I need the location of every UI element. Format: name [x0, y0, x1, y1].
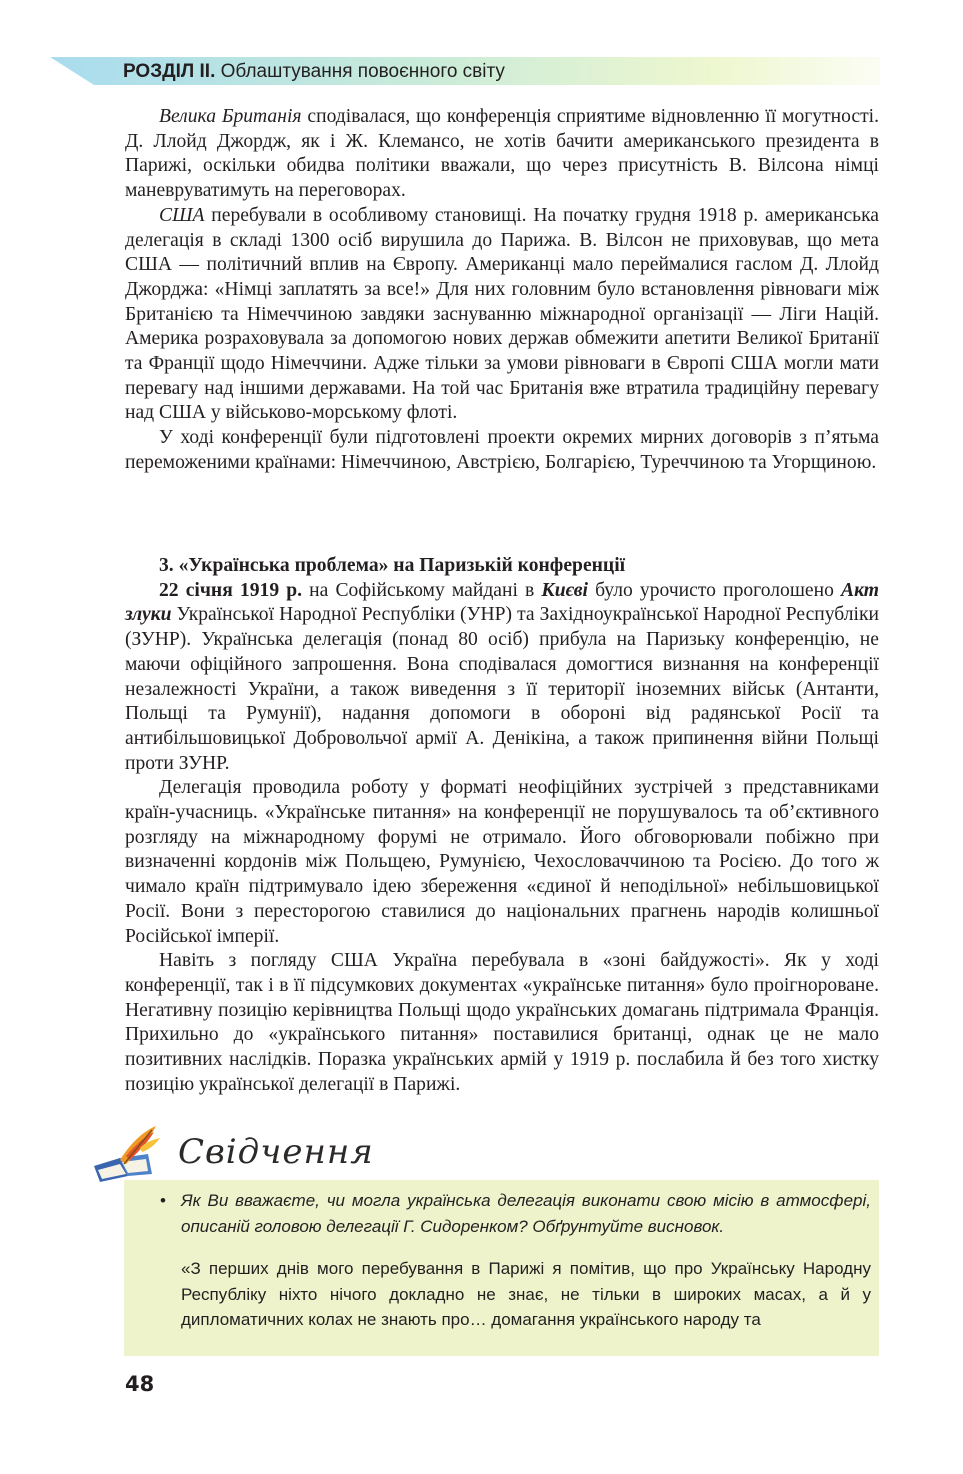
britain-text: сподівалася, що конференція сприятиме відновленню її могутності. Д. Ллойд Джордж, як і Ж. Клемансо, не хотів бачити американського президента в Парижі, оскільки обидва політики вважали, що через присутність В. Вілсона німці маневруватимуть на переговорах. — [125, 106, 880, 202]
paragraph-usa — [125, 204, 879, 426]
evidence-quote: «З перших днів мого перебування в Парижі я помітив, що про Українську Народну Республіку ніхто нічого докладно не знає, не тільки в широких масах, а й у дипломатичних колах не знають про… домагання українського народу та — [181, 1259, 871, 1329]
usa-term: США — [159, 204, 205, 226]
paragraph-treaties: У ході конференції були підготовлені проекти окремих мирних договорів з п’ятьма переможеними країнами: Німеччиною, Австрією, Болгарією, Туреччиною та Угорщиною. — [125, 427, 879, 473]
evidence-box — [124, 1180, 879, 1356]
usa-text: перебували в особливому становищі. На початку грудня 1918 р. американська делегація в складі 1300 осіб вирушила до Парижа. В. Вілсон не приховував, що мета США — політичний вплив на Європу. Американці мало переймалися гаслом Д. Ллойд Джорджа: «Німці заплатять за все!» Для них головним було встановлення рівноваги між Британією та Німеччиною завдяки заснуванню міжнародної організації — Ліги Націй. Америка розраховувала за допомогою нових держав обмежити апетити Великої Британії та Франції щодо Німеччини. Адже тільки за умови рівноваги в Європі США могли мати перевагу над іншими державами. На той час Британія вже втратила традиційну перевагу над США у військово-морському флоті. — [125, 204, 879, 424]
section-3 — [125, 554, 879, 1097]
britain-term: Велика Британія — [159, 106, 302, 127]
section-label: РОЗДІЛ ІІ. — [123, 61, 216, 82]
kyiv-term: Києві — [541, 579, 588, 601]
evidence-heading: Свідчення — [178, 1132, 374, 1172]
text-span: на Софійському майдані в — [302, 579, 542, 601]
section-heading: 3. «Українська проблема» на Паризькій конференції — [159, 555, 626, 576]
text-span: Української Народної Республіки (УНР) та Західноукраїнської Народної Республіки (ЗУНР). Українська делегація (понад 80 осіб) прибула на Паризьку конференцію, не маючи офіційного запрошення. Вона сподівалася домогтися визнання на конференції незалежності України, а також виведення з її території іноземних військ (Антанти, Польщі та Румунії), надання допомоги в обороні від радянської Росії та антибільшовицької Добровольчої армії А. Денікіна, а також припинення війни Польщі проти ЗУНР. — [125, 604, 879, 774]
page-number: 48 — [125, 1372, 155, 1396]
paragraph-delegation: Делегація проводила роботу у форматі неофіційних зустрічей з представниками країн-учасниць. «Українське питання» на конференції не порушувалось та об’єктивного розгляду на міжнародному форумі не отримало. Його обговорювали побіжно при визначенні кордонів між Польщею, Румунією, Чехословаччиною та Росією. До того ж чимало країн підтримувало ідею збереження «єдиної й неподільної» небільшовицької Росії. Вони з пересторогою ставилися до національних прагнень народів колишньої Російської імперії. — [125, 777, 879, 947]
main-text — [125, 105, 879, 476]
date-highlight: 22 січня 1919 р. — [159, 579, 303, 601]
paragraph-usa-indifference: Навіть з погляду США Україна перебувала в «зоні байдужості». Як у ході конференції, так і в її підсумкових документах «українське питання» було проігнороване. Негативну позицію керівництва Польщі щодо українських домагань підтримала Франція. Прихильно до «українського питання» поставилися британці, однак це не мало позитивних наслідків. Поразка українських армій у 1919 р. послабила й без того хистку позицію української делегації в Парижі. — [125, 950, 879, 1095]
evidence-question: Як Ви вважаєте, чи могла українська делегація виконати свою місію в атмосфері, описаній головою делегації Г. Сидоренком? Обґрунтуйте висновок. — [181, 1191, 871, 1236]
section-header — [123, 61, 505, 83]
act-term: Акт злуки — [125, 579, 879, 626]
paragraph-britain — [125, 105, 879, 204]
bullet-mark: • — [160, 1191, 166, 1210]
section-title: Облаштування повоєнного світу — [220, 61, 505, 82]
book-quill-icon — [90, 1124, 170, 1186]
text-span: було урочисто проголошено — [587, 579, 842, 601]
paragraph-act-of-union — [125, 579, 879, 777]
